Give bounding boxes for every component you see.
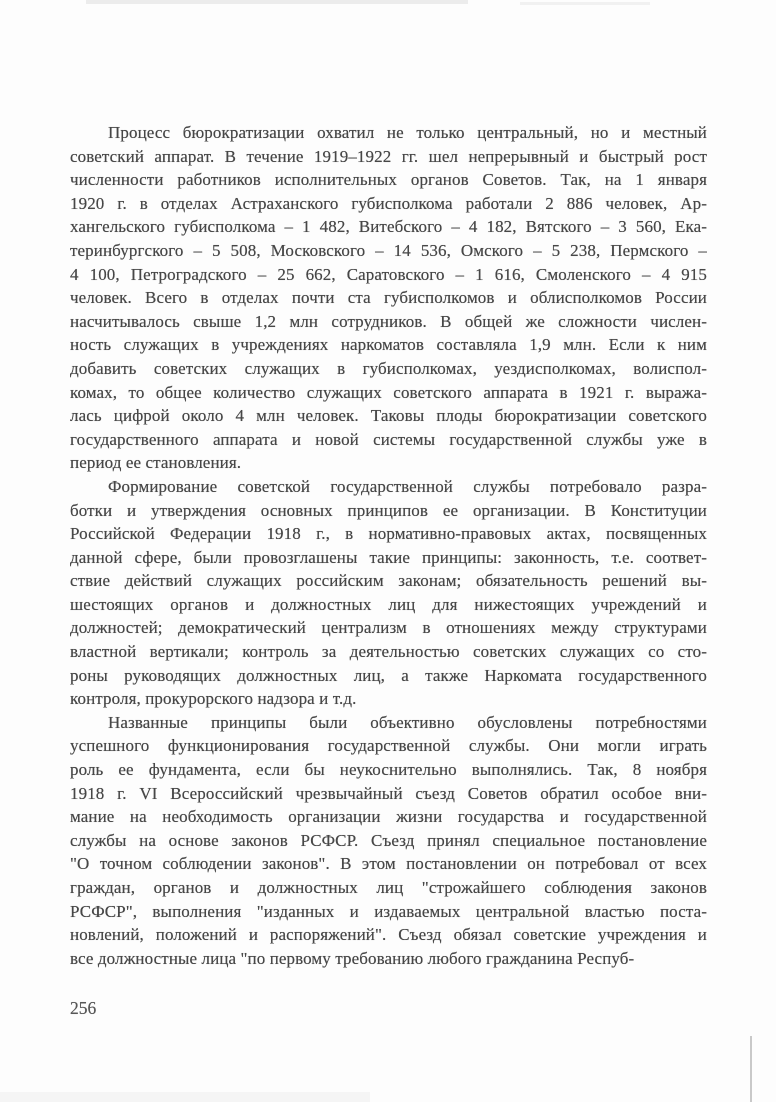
text-line: насчитывалось свыше 1,2 млн сотрудников. В общей же сложности числен- [70,311,707,331]
text-line: Названные принципы были объективно обусловлены потребностями [108,712,707,732]
text-line: контроля, прокурорского надзора и т.д. [70,689,357,709]
scan-artifact-right-edge [750,1036,752,1102]
text-line: комах, то общее количество служащих советского аппарата в 1921 г. выража- [70,382,707,402]
text-line: новлений, положений и распоряжений". Съезд обязал советские учреждения и [70,925,707,945]
text-line: данной сфере, были провозглашены такие принципы: законность, т.е. соответ- [70,547,707,567]
text-line: должностей; демократический централизм в отношениях между структурами [70,618,707,638]
text-line: период ее становления. [70,453,242,473]
text-line: Формирование советской государственной службы потребовало разра- [108,476,707,496]
text-line: граждан, органов и должностных лиц "строжайшего соблюдения законов [70,878,707,897]
scan-artifact-top [520,2,650,5]
text-line: численности работников исполнительных органов Советов. Так, на 1 января [70,170,707,190]
text-line: 4 100, Петроградского – 25 662, Саратовского – 1 616, Смоленского – 4 915 [70,264,707,284]
paragraph [70,475,707,711]
page-number: 256 [70,998,97,1018]
text-line: властной вертикали; контроль за деятельностью советских служащих со сто- [70,642,707,662]
text-line: все должностные лица "по первому требованию любого гражданина Респуб- [70,948,635,968]
text-block [70,121,707,970]
text-line: РСФСР", выполнения "изданных и издаваемых центральной властью поста- [70,901,707,921]
text-line: советский аппарат. В течение 1919–1922 гг. шел непрерывный и быстрый рост [70,146,707,166]
text-line: мание на необходимость организации жизни государства и государственной [70,807,707,827]
text-line: теринбургского – 5 508, Московского – 14 536, Омского – 5 238, Пермского – [70,240,707,260]
text-line: Российской Федерации 1918 г., в нормативно-правовых актах, посвященных [70,524,707,544]
text-line: ствие действий служащих российским законам; обязательность решений вы- [70,571,707,591]
text-line: службы на основе законов РСФСР. Съезд принял специальное постановление [70,830,707,850]
text-line: ность служащих в учреждениях наркоматов составляла 1,9 млн. Если к ним [70,335,707,355]
scan-artifact-bottom [0,1092,370,1102]
text-line: Процесс бюрократизации охватил не только центральный, но и местный [108,123,707,142]
text-line: "О точном соблюдении законов". В этом постановлении он потребовал от всех [70,854,707,874]
text-line: ботки и утверждения основных принципов ее организации. В Конституции [70,500,707,520]
text-line: лась цифрой около 4 млн человек. Таковы плоды бюрократизации советского [70,406,707,426]
text-line: добавить советских служащих в губисполкомах, уездисполкомах, волиспол- [70,358,707,378]
text-line: 1918 г. VI Всероссийский чрезвычайный съезд Советов обратил особое вни- [70,783,707,803]
paragraph [70,121,707,475]
text-line: человек. Всего в отделах почти ста губисполкомов и облисполкомов России [70,288,707,308]
text-line: роны руководящих должностных лиц, а также Наркомата государственного [70,665,707,685]
text-line: хангельского губисполкома – 1 482, Витебского – 4 182, Вятского – 3 560, Ека- [70,217,707,237]
text-line: успешного функционирования государственной службы. Они могли играть [70,736,707,756]
scan-artifact-top [86,0,468,4]
text-line: шестоящих органов и должностных лиц для нижестоящих учреждений и [70,594,707,614]
text-line: 1920 г. в отделах Астраханского губисполкома работали 2 886 человек, Ар- [70,193,707,213]
text-line: роль ее фундамента, если бы неукоснительно выполнялись. Так, 8 ноября [70,760,707,780]
paragraph [70,711,707,971]
text-line: государственного аппарата и новой системы государственной службы уже в [70,429,707,449]
